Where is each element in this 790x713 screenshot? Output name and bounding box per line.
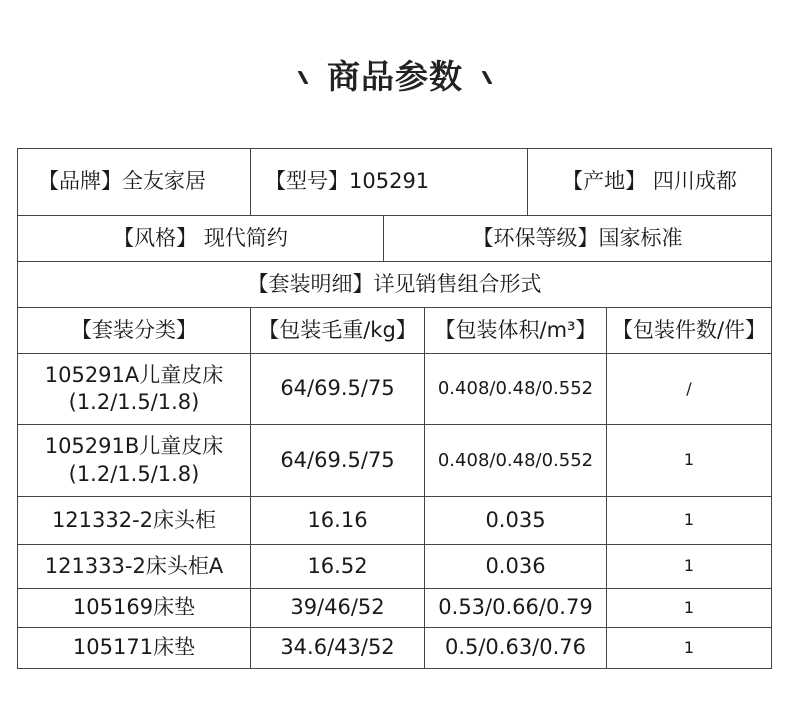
- row-5-name: 105169床垫: [17, 588, 251, 628]
- row-5-weight: 39/46/52: [250, 588, 425, 628]
- row-1-count: /: [606, 353, 772, 425]
- row-1-volume: 0.408/0.48/0.552: [424, 353, 607, 425]
- header-volume: 【包装体积/m³】: [424, 307, 607, 354]
- row-2-volume: 0.408/0.48/0.552: [424, 424, 607, 497]
- row-4-count: 1: [606, 544, 772, 589]
- row-2-name: 105291B儿童皮床 (1.2/1.5/1.8): [17, 424, 251, 497]
- brand-cell: 【品牌】全友家居: [17, 148, 251, 216]
- row-1-name: 105291A儿童皮床 (1.2/1.5/1.8): [17, 353, 251, 425]
- origin-cell: 【产地】 四川成都: [527, 148, 772, 216]
- row-4-volume: 0.036: [424, 544, 607, 589]
- eco-level-cell: 【环保等级】国家标准: [383, 215, 772, 262]
- row-4-weight: 16.52: [250, 544, 425, 589]
- row-2-count: 1: [606, 424, 772, 497]
- page-title-area: [0, 48, 790, 100]
- set-detail-cell: 【套装明细】详见销售组合形式: [17, 261, 772, 308]
- row-6-volume: 0.5/0.63/0.76: [424, 627, 607, 669]
- header-set-category: 【套装分类】: [17, 307, 251, 354]
- row-3-volume: 0.035: [424, 496, 607, 545]
- row-5-volume: 0.53/0.66/0.79: [424, 588, 607, 628]
- row-2-weight: 64/69.5/75: [250, 424, 425, 497]
- row-4-name: 121333-2床头柜A: [17, 544, 251, 589]
- row-6-name: 105171床垫: [17, 627, 251, 669]
- row-3-name: 121332-2床头柜: [17, 496, 251, 545]
- model-cell: 【型号】105291: [250, 148, 528, 216]
- row-1-weight: 64/69.5/75: [250, 353, 425, 425]
- header-gross-weight: 【包装毛重/kg】: [250, 307, 425, 354]
- page-title: 商品参数: [327, 56, 463, 96]
- title-left-mark-icon: [298, 71, 309, 84]
- header-package-count: 【包装件数/件】: [606, 307, 772, 354]
- style-cell: 【风格】 现代简约: [17, 215, 384, 262]
- row-3-weight: 16.16: [250, 496, 425, 545]
- row-6-weight: 34.6/43/52: [250, 627, 425, 669]
- row-3-count: 1: [606, 496, 772, 545]
- row-5-count: 1: [606, 588, 772, 628]
- row-6-count: 1: [606, 627, 772, 669]
- title-right-mark-icon: [482, 71, 493, 84]
